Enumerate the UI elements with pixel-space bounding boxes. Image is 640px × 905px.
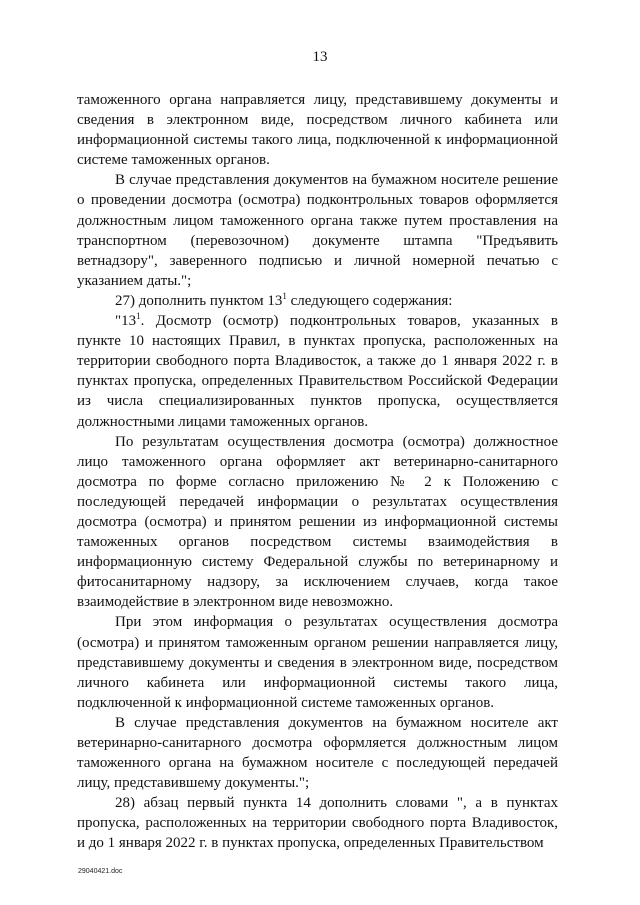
item-13-1-superscript: 1 <box>136 311 141 322</box>
paragraph-act-inspection <box>77 432 558 613</box>
item-13-1-open: "13 <box>115 313 137 330</box>
paragraph-paper-act: В случае представления документов на бумажном носителе акт ветеринарно-санитарного досмотра оформляется должностным лицом таможенного органа на бумажном носителе с последующей передачей лицу, представившему документы."; <box>77 714 558 792</box>
page-number: 13 <box>312 49 328 65</box>
paragraph-information-sent: При этом информация о результатах осуществления досмотра (осмотра) и принятом таможенным органом решении направляется лицу, представившему документы и сведения в электронном виде, посредством личного кабинета или информационной системы такого лица, подключенной к информационной системе таможенных органов. <box>77 614 558 711</box>
paragraph-item-28: 28) абзац первый пункта 14 дополнить словами ", а в пунктах пропуска, расположенных на территории свободного порта Владивосток, и до 1 января 2022 г. в пунктах пропуска, определенных Правительством <box>77 795 558 852</box>
act-text-start: По результатам осуществления досмотра (осмотра) должностное лицо таможенного органа оформляет акт ветеринарно-санитарного досмотра по форме согласно приложению № 2 к <box>77 433 558 490</box>
paragraph-paper-decision: В случае представления документов на бумажном носителе решение о проведении досмотра (осмотра) подконтрольных товаров оформляется должностным лицом таможенного органа также путем проставления на транспортном (перевозочном) документе штампа "Предъявить ветнадзору", заверенного подписью и личной номерной печатью с указанием даты."; <box>77 172 558 289</box>
footer-filename: 29040421.doc <box>78 868 123 875</box>
item-13-1-text: . Досмотр (осмотр) подконтрольных товаров, указанных в пункте 10 настоящих Правил, в пунктах пропуска, расположенных на территории свободного порта Владивосток, а также до 1 января 2022 г. в пунктах пропуска, определенных Правительством Российской Федерации из числа специализированных пунктов пропуска, осуществляется должностными лицами таможенных органов. <box>77 313 558 430</box>
paragraph-item-13-1 <box>77 311 558 432</box>
item-27-text: 27) дополнить пунктом 13 <box>115 292 283 309</box>
act-text-end: Положению с последующей передачей информации о результатах осуществления досмотра (осмотра) и принятом решении из информационной системы таможенных органов посредством системы взаимодействия в информационную систему Федеральной службы по ветеринарному и фитосанитарному надзору, за исключением случаев, когда такое взаимодействие в электронном виде невозможно. <box>77 473 558 611</box>
document-body <box>77 90 558 854</box>
paragraph-continuation: таможенного органа направляется лицу, представившему документы и сведения в электронном виде, посредством личного кабинета или информационной системы такого лица, подключенной к информационной системе таможенных органов. <box>77 92 558 169</box>
paragraph-item-27 <box>77 291 558 311</box>
item-27-text-end: следующего содержания: <box>286 292 453 309</box>
item-27-superscript: 1 <box>282 290 287 301</box>
